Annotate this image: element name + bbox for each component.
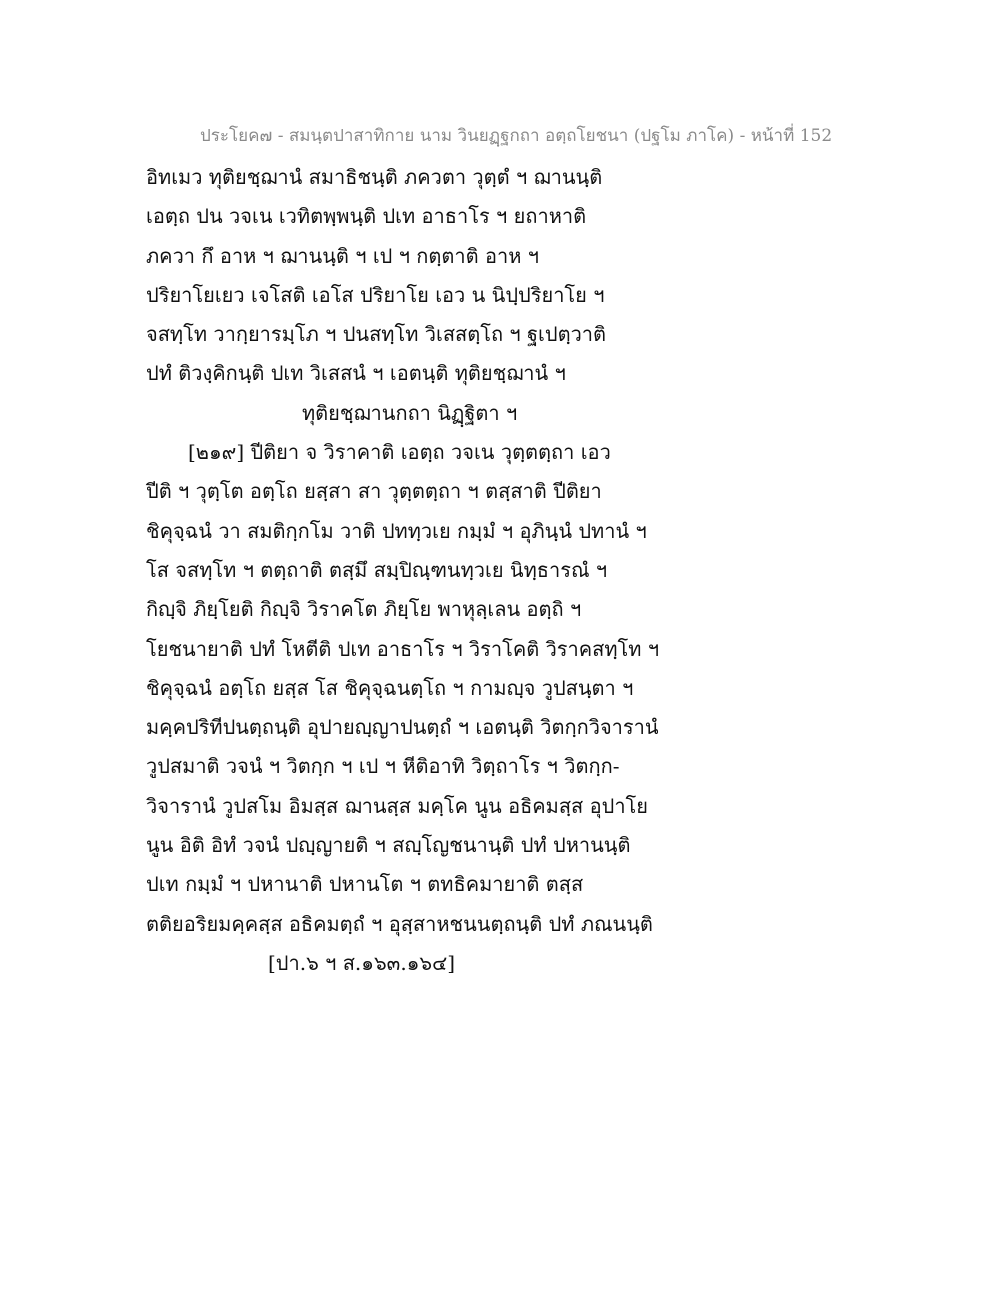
text-line: โส จสทฺโท ฯ ตตฺถาติ ตสฺมึ สมฺปิณฺฑนทฺวเย นิทฺธารณํ ฯ [146, 557, 608, 582]
text-line: วิจารานํ วูปสโม อิมสฺส ฌานสฺส มคฺโค นูน อธิคมสฺส อุปาโย [146, 793, 649, 818]
text-line: ชิคุจฺฉนํ วา สมติกฺกโม วาติ ปททฺวเย กมฺมํ ฯ อุภินฺนํ ปทานํ ฯ [146, 518, 647, 543]
running-header: ประโยค๗ - สมนฺตปาสาทิกาย นาม วินยฏฺฐกถา อตฺถโยชนา (ปฐโม ภาโค) - หน้าที่ 152 [200, 126, 833, 146]
text-line: ชิคุจฺฉนํ อตฺโถ ยสฺส โส ชิคุจฺฉนตฺโถ ฯ กามญฺจ วูปสนฺตา ฯ [146, 675, 634, 700]
text-line: ปเท กมฺมํ ฯ ปหานาติ ปหานโต ฯ ตทธิคมายาติ ตสฺส [146, 872, 584, 897]
text-line: เอตฺถ ปน วจเน เวทิตพฺพนฺติ ปเท อาธาโร ฯ ยถาหาติ [146, 204, 587, 229]
text-line: ปริยาโยเยว เจโสติ เอโส ปริยาโย เอว น นิปฺปริยาโย ฯ [146, 282, 605, 307]
text-line: อิทเมว ทุติยชฺฌานํ สมาธิชนฺติ ภควตา วุตฺตํ ฯ ฌานนฺติ [146, 165, 603, 189]
text-line: ปีติ ฯ วุตฺโต อตฺโถ ยสฺสา สา วุตฺตตฺถา ฯ ตสฺสาติ ปีติยา [146, 479, 602, 504]
text-line: กิญฺจิ ภิยฺโยติ กิญฺจิ วิราคโต ภิยฺโย พาหุลฺเลน อตฺถิ ฯ [146, 597, 582, 622]
text-line: วูปสมาติ วจนํ ฯ วิตกฺก ฯ เป ฯ หีติอาทิ วิตฺถาโร ฯ วิตกฺก- [146, 754, 620, 779]
text-line: โยชนายาติ ปทํ โหตีติ ปเท อาธาโร ฯ วิราโคติ วิราคสทฺโท ฯ [146, 636, 660, 661]
text-line: ตติยอริยมคฺคสฺส อธิคมตฺถํ ฯ อุสฺสาหชนนตฺถนฺติ ปทํ ภณนนฺติ [146, 911, 653, 936]
text-line: ภควา กึ อาห ฯ ฌานนฺติ ฯ เป ฯ กตฺตาติ อาห ฯ [146, 243, 539, 268]
text-line: จสทฺโท วากฺยารมฺโภ ฯ ปนสทฺโท วิเสสตฺโถ ฯ ฐเปตฺวาติ [146, 322, 607, 347]
body-text [146, 158, 846, 983]
text-line: ปทํ ติวงฺคิกนฺติ ปเท วิเสสนํ ฯ เอตนฺติ ทุติยชฺฌานํ ฯ [146, 361, 566, 386]
text-line: มคฺคปริทีปนตฺถนฺติ อุปายญฺญาปนตฺถํ ฯ เอตนฺติ วิตกฺกวิจารานํ [146, 715, 659, 740]
page-reference: [ปา.๖ ฯ ส.๑๖๓.๑๖๔] [268, 950, 456, 975]
section-end-heading: ทุติยชฺฌานกถา นิฏฺฐิตา ฯ [302, 400, 518, 425]
paragraph-start-line: [๒๑๙] ปีติยา จ วิราคาติ เอตฺถ วจเน วุตฺตตฺถา เอว [188, 440, 611, 465]
text-line: นูน อิติ อิทํ วจนํ ปญฺญายติ ฯ สญฺโญชนานฺติ ปทํ ปหานนฺติ [146, 833, 631, 858]
